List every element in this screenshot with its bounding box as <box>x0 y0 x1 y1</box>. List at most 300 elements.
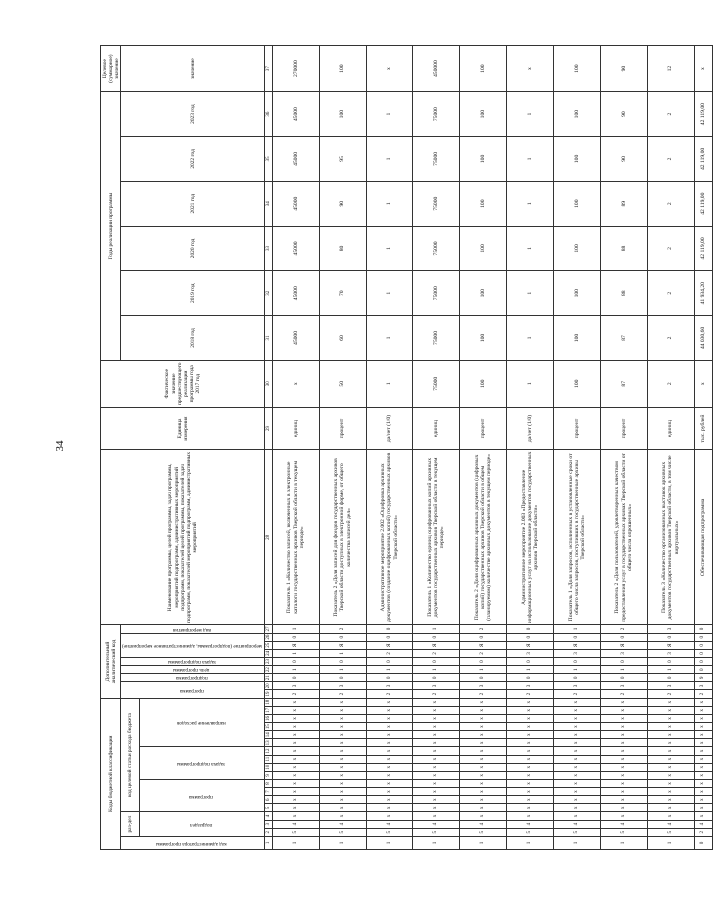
row-unit: процент <box>600 407 647 450</box>
code-cell: х <box>413 731 460 739</box>
code-cell: х <box>366 804 413 812</box>
code-cell: х <box>647 796 694 804</box>
code-cell: 1 <box>319 836 366 849</box>
code-cell: х <box>694 779 713 787</box>
row-year-value: 100 <box>460 137 507 182</box>
header-year-2019: 2019 год <box>121 271 265 316</box>
code-cell: х <box>460 698 507 706</box>
code-cell: 1 <box>553 666 600 674</box>
row-year-value: 1 <box>366 92 413 137</box>
code-cell: х <box>507 723 554 731</box>
row-year-value: 100 <box>553 92 600 137</box>
code-cell: 1 <box>366 666 413 674</box>
row-year-value: 42 119,00 <box>694 92 713 137</box>
code-cell: 0 <box>507 633 554 641</box>
column-number: 20 <box>265 683 271 689</box>
row-year-value: 45000 <box>272 92 319 137</box>
code-cell: х <box>694 739 713 747</box>
code-cell: х <box>694 723 713 731</box>
column-number: 3 <box>265 820 273 828</box>
row-year-value: 42 119,00 <box>694 137 713 182</box>
code-cell: х <box>366 706 413 714</box>
row-unit: да/нет (1/0) <box>366 407 413 450</box>
code-cell: 1 <box>272 666 319 674</box>
row-year-value: 88 <box>600 226 647 271</box>
code-cell: х <box>366 771 413 779</box>
header-year-2023: 2023 год <box>121 92 265 137</box>
header-program: программа <box>121 682 265 698</box>
row-year-value: 2 <box>647 226 694 271</box>
header-target-value: значение <box>121 46 265 92</box>
column-number: 18 <box>265 699 271 705</box>
code-cell: 4 <box>600 820 647 828</box>
code-cell: 2 <box>413 649 460 657</box>
row-year-value: 100 <box>460 92 507 137</box>
row-fact: 50 <box>319 360 366 407</box>
code-cell: х <box>413 739 460 747</box>
header-year-2021: 2021 год <box>121 181 265 226</box>
column-number: 14 <box>265 732 271 738</box>
row-target: 90 <box>600 46 647 92</box>
column-number: 37 <box>265 46 273 92</box>
row-name: Показатель 3 «Количество организованных выставок архивных документов государственных архивов Тверской области, в том числе виртуальных» <box>647 450 694 625</box>
row-year-value: 75000 <box>413 92 460 137</box>
column-number: 11 <box>265 756 271 762</box>
code-cell: 0 <box>647 633 694 641</box>
row-year-value: 2 <box>647 181 694 226</box>
column-number: 29 <box>265 407 273 450</box>
header-year-2020: 2020 год <box>121 226 265 271</box>
code-cell: х <box>460 779 507 787</box>
code-cell: х <box>647 763 694 771</box>
row-year-value: 89 <box>600 181 647 226</box>
row-target: 270000 <box>272 46 319 92</box>
code-cell: 0 <box>366 674 413 682</box>
code-cell: х <box>460 771 507 779</box>
code-cell: 3 <box>507 649 554 657</box>
code-cell: х <box>366 731 413 739</box>
code-cell: х <box>366 779 413 787</box>
column-number: 6 <box>265 796 273 804</box>
code-cell: х <box>694 706 713 714</box>
code-cell: х <box>460 788 507 796</box>
row-year-value: 100 <box>553 226 600 271</box>
code-cell: х <box>319 706 366 714</box>
code-cell: х <box>319 796 366 804</box>
code-cell: 0 <box>272 674 319 682</box>
header-year-2018: 2018 год <box>121 316 265 361</box>
code-cell: 1 <box>319 666 366 674</box>
code-cell: х <box>272 804 319 812</box>
code-cell: х <box>272 714 319 722</box>
code-cell: 4 <box>413 820 460 828</box>
code-cell: 2 <box>272 690 319 698</box>
row-unit: да/нет (1/0) <box>507 407 554 450</box>
row-target: х <box>507 46 554 92</box>
code-cell: 2 <box>460 625 507 633</box>
code-cell: 0 <box>319 633 366 641</box>
code-cell: х <box>507 706 554 714</box>
code-cell: 3 <box>507 682 554 690</box>
code-cell: х <box>553 796 600 804</box>
code-cell: х <box>272 739 319 747</box>
code-cell: х <box>507 739 554 747</box>
row-unit: единиц <box>272 407 319 450</box>
row-year-value: 45000 <box>272 226 319 271</box>
row-fact: 1 <box>507 360 554 407</box>
code-cell: х <box>507 747 554 755</box>
code-cell: 2 <box>694 690 713 698</box>
column-number: 21 <box>265 675 271 681</box>
code-cell: х <box>507 796 554 804</box>
row-year-value: 41 934,20 <box>694 271 713 316</box>
code-cell: 4 <box>694 820 713 828</box>
table-row <box>319 46 366 850</box>
table-row <box>507 46 554 850</box>
code-cell: 0 <box>366 633 413 641</box>
code-cell: х <box>366 714 413 722</box>
code-cell: х <box>413 747 460 755</box>
code-cell: х <box>694 796 713 804</box>
code-cell: х <box>647 706 694 714</box>
row-year-value: 1 <box>366 226 413 271</box>
row-name: Показатель 2 «Доля записей для фондов государственных архивов Тверской области доступных в электронной форме, от общего количества записей дел» <box>319 450 366 625</box>
header-names: Наименование программы, целей программы, задач программы, мероприятий подпрограмм, административных мероприятий подпрограмм, показателей целей программы, показателей задач подпрограмм, показателей мероприятий подпрограмм, административных мероприятий <box>101 450 265 625</box>
row-year-value: 45000 <box>272 137 319 182</box>
column-number: 23 <box>265 659 271 665</box>
code-cell: 1 <box>507 666 554 674</box>
code-cell: х <box>460 739 507 747</box>
code-cell: х <box>553 771 600 779</box>
row-unit: процент <box>553 407 600 450</box>
row-fact: 87 <box>600 360 647 407</box>
code-cell: х <box>366 755 413 763</box>
code-cell: х <box>647 804 694 812</box>
table-row <box>272 46 319 850</box>
code-cell: 0 <box>507 674 554 682</box>
row-year-value: 95 <box>319 137 366 182</box>
code-cell: х <box>366 763 413 771</box>
row-year-value: 1 <box>507 316 554 361</box>
code-cell: х <box>507 779 554 787</box>
row-year-value: 1 <box>507 271 554 316</box>
rotated-table-wrap <box>100 45 707 850</box>
code-cell: х <box>366 812 413 820</box>
column-number: 31 <box>265 316 273 361</box>
code-cell: х <box>553 747 600 755</box>
row-fact: 2 <box>647 360 694 407</box>
code-cell: 0 <box>507 625 554 633</box>
code-cell: 1 <box>366 836 413 849</box>
column-number: 30 <box>265 360 273 407</box>
code-cell: 5 <box>272 828 319 836</box>
column-number: 12 <box>265 748 271 754</box>
code-cell: 1 <box>272 625 319 633</box>
code-cell: 0 <box>413 657 460 665</box>
code-cell: х <box>413 723 460 731</box>
code-cell: 3 <box>413 682 460 690</box>
code-cell: х <box>366 739 413 747</box>
row-year-value: 2 <box>647 271 694 316</box>
header-activity: мероприятие (подпрограммы, административное мероприятие) <box>121 633 265 657</box>
row-fact: 75000 <box>413 360 460 407</box>
code-cell: х <box>507 812 554 820</box>
code-cell: 4 <box>647 820 694 828</box>
code-cell: х <box>319 714 366 722</box>
row-fact: х <box>694 360 713 407</box>
column-number: 32 <box>265 271 273 316</box>
code-cell: х <box>600 706 647 714</box>
row-year-value: 1 <box>366 181 413 226</box>
code-cell: х <box>600 755 647 763</box>
column-number: 10 <box>265 764 271 770</box>
code-cell: 1 <box>272 836 319 849</box>
code-cell: х <box>319 812 366 820</box>
row-name: Показатель 2 «Доля пользователей, удовлетворенных качеством предоставления услуг в государственных архивах Тверской области от общего числа опрошенных» <box>600 450 647 625</box>
code-cell: 0 <box>413 674 460 682</box>
code-cell: х <box>413 771 460 779</box>
code-cell: х <box>553 812 600 820</box>
code-cell: х <box>600 796 647 804</box>
column-numbers-row <box>265 46 273 850</box>
code-cell: 2 <box>366 690 413 698</box>
column-number: 7 <box>265 788 273 796</box>
row-year-value: 100 <box>460 226 507 271</box>
column-number: 1 <box>265 836 273 849</box>
column-number: 9 <box>265 771 273 779</box>
code-cell: 4 <box>319 820 366 828</box>
row-year-value: 100 <box>319 92 366 137</box>
row-name: Обеспечивающая подпрограмма <box>694 450 713 625</box>
code-cell: х <box>694 804 713 812</box>
header-razdel: раз-дел <box>121 812 140 836</box>
code-cell: 2 <box>460 649 507 657</box>
row-year-value: 87 <box>600 316 647 361</box>
code-cell: х <box>319 698 366 706</box>
code-cell: х <box>600 788 647 796</box>
code-cell: х <box>600 739 647 747</box>
code-cell: х <box>366 747 413 755</box>
row-year-value: 100 <box>460 181 507 226</box>
code-cell: х <box>647 698 694 706</box>
code-cell: х <box>460 812 507 820</box>
code-cell: х <box>272 747 319 755</box>
code-cell: Я <box>366 641 413 649</box>
code-cell: х <box>694 812 713 820</box>
code-cell: 1 <box>647 836 694 849</box>
code-cell: 3 <box>647 625 694 633</box>
code-cell: х <box>272 771 319 779</box>
code-cell: х <box>460 796 507 804</box>
code-cell: х <box>507 804 554 812</box>
code-cell: 1 <box>413 625 460 633</box>
code-cell: 3 <box>600 649 647 657</box>
code-cell: х <box>319 788 366 796</box>
code-cell: х <box>413 755 460 763</box>
program-indicators-table <box>100 45 713 850</box>
code-cell: 5 <box>460 828 507 836</box>
code-cell: х <box>507 755 554 763</box>
row-year-value: 100 <box>553 271 600 316</box>
code-cell: 5 <box>553 828 600 836</box>
row-target: 100 <box>460 46 507 92</box>
code-cell: 3 <box>272 682 319 690</box>
code-cell: х <box>647 714 694 722</box>
code-cell: х <box>553 779 600 787</box>
table-row <box>413 46 460 850</box>
row-year-value: 75000 <box>413 271 460 316</box>
code-cell: 0 <box>553 657 600 665</box>
header-analytic-code: Дополнительный аналитический код <box>101 625 121 698</box>
column-number: 24 <box>265 650 271 656</box>
code-cell: х <box>507 714 554 722</box>
code-cell: 4 <box>553 820 600 828</box>
column-number: 33 <box>265 226 273 271</box>
code-cell: х <box>460 755 507 763</box>
code-cell: 1 <box>413 666 460 674</box>
code-cell: х <box>647 731 694 739</box>
row-unit: единиц <box>413 407 460 450</box>
code-cell: 5 <box>413 828 460 836</box>
code-cell: 0 <box>553 674 600 682</box>
code-cell: х <box>366 796 413 804</box>
column-number: 5 <box>265 804 273 812</box>
code-cell: 0 <box>272 633 319 641</box>
code-cell: х <box>507 731 554 739</box>
code-cell: 0 <box>694 836 713 849</box>
code-cell: х <box>600 771 647 779</box>
row-year-value: 45000 <box>272 316 319 361</box>
code-cell: х <box>600 812 647 820</box>
row-year-value: 2 <box>647 92 694 137</box>
table-row <box>460 46 507 850</box>
column-number: 15 <box>265 724 271 730</box>
column-number: 22 <box>265 667 271 673</box>
row-year-value: 45000 <box>272 181 319 226</box>
code-cell: х <box>366 723 413 731</box>
header-task: задача подпрограммы <box>121 657 265 665</box>
code-cell: 4 <box>366 820 413 828</box>
row-target: 450000 <box>413 46 460 92</box>
code-cell: х <box>413 714 460 722</box>
code-cell: х <box>553 706 600 714</box>
code-cell: 0 <box>319 657 366 665</box>
code-cell: х <box>600 763 647 771</box>
code-cell: 3 <box>600 682 647 690</box>
code-cell: х <box>366 698 413 706</box>
code-cell: х <box>553 804 600 812</box>
code-cell: 3 <box>694 682 713 690</box>
code-cell: х <box>647 739 694 747</box>
table-body <box>272 46 712 850</box>
header-target-group: Целевое (суммарное) значение <box>101 46 121 92</box>
code-cell: х <box>413 812 460 820</box>
code-cell: 1 <box>647 666 694 674</box>
row-fact: 100 <box>553 360 600 407</box>
code-cell: 0 <box>600 674 647 682</box>
code-cell: 4 <box>272 820 319 828</box>
code-cell: х <box>553 755 600 763</box>
code-cell: 0 <box>600 657 647 665</box>
code-cell: Я <box>460 641 507 649</box>
code-cell: 2 <box>694 828 713 836</box>
code-cell: 1 <box>553 625 600 633</box>
code-cell: х <box>694 755 713 763</box>
row-year-value: 75000 <box>413 137 460 182</box>
code-cell: х <box>319 739 366 747</box>
code-cell: х <box>319 763 366 771</box>
column-number: 26 <box>265 634 271 640</box>
column-number: 27 <box>265 626 271 632</box>
code-cell: х <box>413 788 460 796</box>
code-cell: х <box>694 731 713 739</box>
row-unit: тыс. рублей <box>694 407 713 450</box>
code-cell: 0 <box>460 657 507 665</box>
code-cell: 0 <box>694 666 713 674</box>
row-target: 12 <box>647 46 694 92</box>
code-cell: х <box>272 779 319 787</box>
code-cell: 0 <box>694 641 713 649</box>
code-cell: 0 <box>366 625 413 633</box>
code-cell: х <box>507 771 554 779</box>
code-cell: 0 <box>694 625 713 633</box>
code-cell: х <box>460 763 507 771</box>
column-number: 2 <box>265 828 273 836</box>
column-number: 35 <box>265 137 273 182</box>
code-cell: 3 <box>553 682 600 690</box>
code-cell: 0 <box>460 633 507 641</box>
code-cell: 3 <box>460 682 507 690</box>
row-unit: процент <box>460 407 507 450</box>
row-year-value: 100 <box>460 316 507 361</box>
header-direction: направление расходов <box>140 698 265 747</box>
code-cell: х <box>647 788 694 796</box>
code-cell: х <box>553 698 600 706</box>
code-cell: х <box>553 731 600 739</box>
code-cell: 5 <box>600 828 647 836</box>
header-subprogram-code: задача подпрограммы <box>140 747 265 780</box>
row-year-value: 45000 <box>272 271 319 316</box>
header-budget-codes: Коды бюджетной классификации <box>101 698 121 849</box>
code-cell: х <box>647 779 694 787</box>
code-cell: 2 <box>460 690 507 698</box>
code-cell: х <box>413 706 460 714</box>
code-cell: х <box>319 779 366 787</box>
code-cell: 2 <box>319 690 366 698</box>
header-unit: Единица измерения <box>101 407 265 450</box>
code-cell: х <box>553 739 600 747</box>
code-cell: х <box>553 788 600 796</box>
code-cell: 1 <box>319 649 366 657</box>
code-cell: х <box>600 731 647 739</box>
code-cell: 1 <box>507 836 554 849</box>
row-year-value: 1 <box>507 137 554 182</box>
code-cell: х <box>460 723 507 731</box>
row-year-value: 80 <box>319 226 366 271</box>
row-year-value: 2 <box>647 316 694 361</box>
row-year-value: 90 <box>600 137 647 182</box>
row-year-value: 1 <box>507 226 554 271</box>
header-fact-year: Фактическое значение предшествующего реализации программы года 2017 год <box>101 360 265 407</box>
row-year-value: 1 <box>507 92 554 137</box>
row-year-value: 75000 <box>413 226 460 271</box>
row-name: Показатель 1 «Количество записей, включенных в электронные каталоги государственных архивов Тверской области в текущем периоде» <box>272 450 319 625</box>
row-year-value: 88 <box>600 271 647 316</box>
code-cell: 1 <box>600 836 647 849</box>
code-cell: х <box>319 723 366 731</box>
row-name: Показатель 2 «Доля оцифрованных архивных документов (цифровых копий) государственных архивов Тверской области в общем (планируемом) количестве архивных документов в текущем периоде» <box>460 450 507 625</box>
code-cell: 5 <box>647 828 694 836</box>
